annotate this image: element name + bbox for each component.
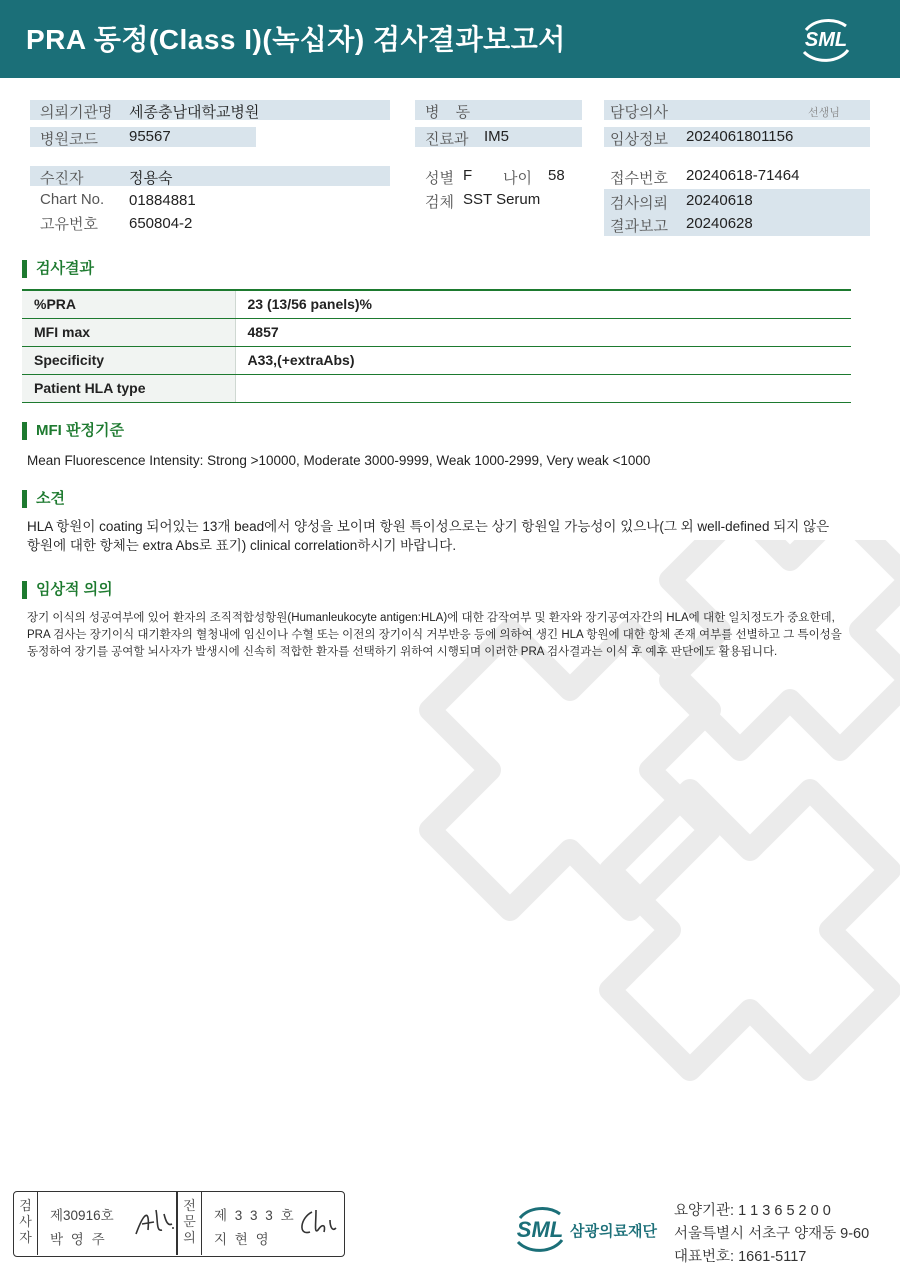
result-key: Patient HLA type xyxy=(22,374,235,402)
sex-value: F xyxy=(463,167,473,184)
institution-label: 의뢰기관명 xyxy=(40,104,113,121)
report-date-label: 결과보고 xyxy=(610,218,668,235)
result-row xyxy=(22,318,851,346)
department-label: 진료과 xyxy=(425,131,469,148)
phone: 대표번호: 1661-5117 xyxy=(674,1249,807,1265)
footer-sml-logo xyxy=(510,1200,570,1255)
technician-column-label: 검 사 자 xyxy=(14,1192,38,1255)
specialist-license: 제 3 3 3 호 xyxy=(214,1208,296,1223)
department-value: IM5 xyxy=(484,128,510,145)
clinical-section-title: 임상적 의의 xyxy=(22,581,113,599)
opinion-text: HLA 항원이 coating 되어있는 13개 bead에서 양성을 보이며 항원 특이성으로는 상기 항원일 가능성이 있으나(그 외 well-defined 되지 않은 항원에 대한 항체는 extra Abs로 표기) clinical correlation하시기 바랍니다. xyxy=(27,519,830,553)
specimen-label: 검체 xyxy=(425,194,454,211)
foundation-name: 삼광의료재단 xyxy=(570,1223,657,1240)
result-row xyxy=(22,290,851,318)
result-row xyxy=(22,346,851,374)
clinical-info-label: 임상정보 xyxy=(610,131,668,148)
age-label: 나이 xyxy=(503,170,532,187)
institution-value: 세종충남대학교병원 xyxy=(129,104,260,121)
sml-logo-text: SML xyxy=(804,29,848,51)
result-value xyxy=(235,374,851,402)
receipt-label: 접수번호 xyxy=(610,170,668,187)
clinical-text: 장기 이식의 성공여부에 있어 환자의 조직적합성항원(Humanleukocyte antigen:HLA)에 대한 감작여부 및 환자와 장기공여자간의 HLA에 대한 일치정도가 중요한데, PRA 검사는 장기이식 대기환자의 혈청내에 임신이나 수혈 또는 이전의 장기이식 거부반응 등에 의하여 생긴 HLA 항원에 대한 항체 존재 여부를 선별하고 그 특이성을 동정하여 장기를 공여할 뇌사자가 발생시에 신속히 적합한 환자를 선택하기 위하여 시행되며 이러한 PRA 검사결과는 이식 후 예후 판단에도 활용됩니다. xyxy=(27,612,842,658)
result-value: A33,(+extraAbs) xyxy=(235,346,851,374)
mfi-section-title: MFI 판정기준 xyxy=(22,422,124,440)
opinion-section-title: 소견 xyxy=(22,490,65,508)
doctor-suffix: 선생님 xyxy=(808,107,840,119)
footer-logo-text: SML xyxy=(516,1217,564,1242)
address: 서울특별시 서초구 양재동 9-60 xyxy=(674,1226,870,1242)
mfi-criteria-text: Mean Fluorescence Intensity: Strong >10000, Moderate 3000-9999, Weak 1000-2999, Very weak <1000 xyxy=(27,453,651,468)
technician-signature xyxy=(132,1204,176,1240)
patient-value: 정용숙 xyxy=(129,170,173,187)
result-key: MFI max xyxy=(22,318,235,346)
report-title: PRA 동정(Class I)(녹십자) 검사결과보고서 xyxy=(26,24,566,55)
doctor-label: 담당의사 xyxy=(610,104,668,121)
result-key: %PRA xyxy=(22,290,235,318)
institution-code: 요양기관: 1 1 3 6 5 2 0 0 xyxy=(674,1203,831,1219)
report-header xyxy=(0,0,900,78)
results-section-title: 검사결과 xyxy=(22,260,94,278)
signature-box xyxy=(13,1191,345,1257)
receipt-value: 20240618-71464 xyxy=(686,167,800,184)
result-value: 4857 xyxy=(235,318,851,346)
unique-label: 고유번호 xyxy=(40,216,98,233)
age-value: 58 xyxy=(548,167,565,184)
result-value: 23 (13/56 panels)% xyxy=(235,290,851,318)
result-key: Specificity xyxy=(22,346,235,374)
specialist-column-label: 전 문 의 xyxy=(178,1192,202,1255)
clinical-info-value: 2024061801156 xyxy=(686,128,794,145)
request-label: 검사의뢰 xyxy=(610,195,668,212)
sml-logo xyxy=(796,12,856,66)
hospital-code-value: 95567 xyxy=(129,128,171,145)
technician-name: 박 영 주 xyxy=(50,1232,107,1247)
technician-license: 제30916호 xyxy=(50,1208,114,1223)
result-row xyxy=(22,374,851,402)
hospital-code-label: 병원코드 xyxy=(40,131,98,148)
request-value: 20240618 xyxy=(686,192,753,209)
ward-label: 병 동 xyxy=(425,104,477,121)
specialist-signature xyxy=(296,1206,340,1240)
chart-label: Chart No. xyxy=(40,191,105,208)
report-date-value: 20240628 xyxy=(686,215,753,232)
results-table xyxy=(22,289,851,403)
specimen-value: SST Serum xyxy=(463,191,541,208)
sex-label: 성별 xyxy=(425,170,454,187)
unique-value: 650804-2 xyxy=(129,215,193,232)
patient-label: 수진자 xyxy=(40,170,84,187)
chart-value: 01884881 xyxy=(129,192,196,209)
specialist-name: 지 현 영 xyxy=(214,1232,271,1247)
